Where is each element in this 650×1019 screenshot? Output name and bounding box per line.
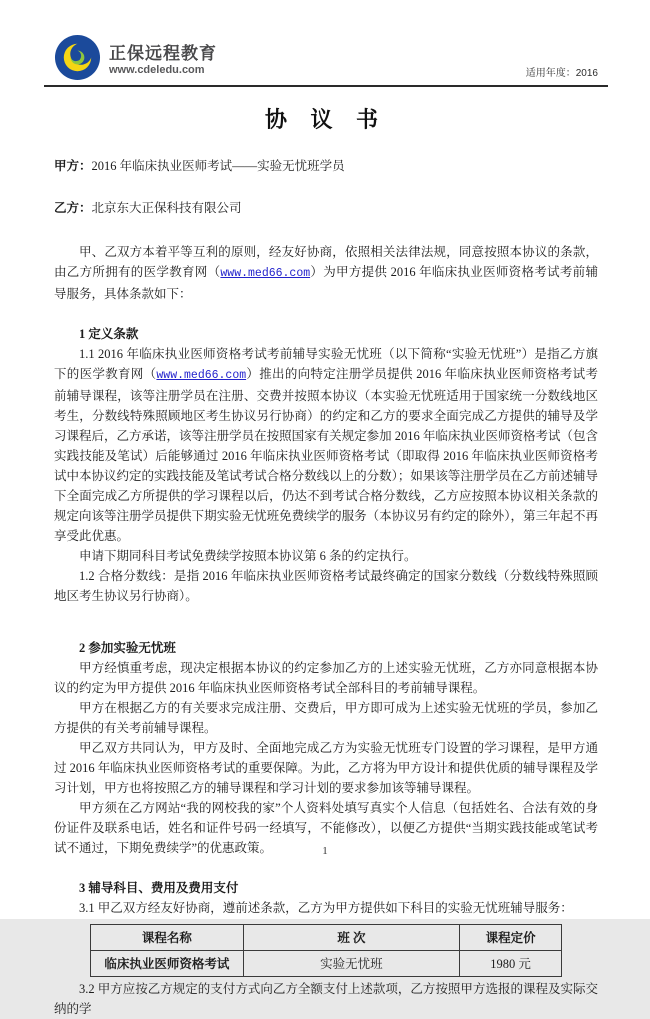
document-header (54, 34, 598, 81)
clause-3-2: 3.2 甲方应按乙方规定的支付方式向乙方全额支付上述款项，乙方按照甲方选报的课程及实际交纳的学 (54, 982, 598, 1016)
fee-table-header-course: 课程名称 (91, 925, 244, 951)
document-body (54, 156, 598, 1019)
page-title: 协 议 书 (264, 107, 387, 132)
section-3-heading: 3 辅导科目、费用及费用支付 (79, 881, 239, 895)
fee-table (90, 924, 562, 977)
brand-name: 正保远程教育 (109, 44, 217, 63)
clause-1-1-post: ）推出的向特定注册学员提供 2016 年临床执业医师资格考试考前辅导课程，该等注册学员在注册、交费并按照本协议（本实验无忧班适用于国家统一分数线地区考生，分数线特殊照顾地区考生协议另行协商）的约定和乙方的要求全面完成乙方提供的辅导及学习课程后，乙方承诺，该等注册学员在按照国家有关规定参加 2016 年临床执业医师资格考试（包含实践技能及笔试）后能够通过 2016 年临床执业医师资格考试（即取得 2016 年临床执业医师资格考试中本协议约定的实践技能及笔试考试合格分数线以上的分数）；如果该等注册学员在乙方前述辅导下全面完成乙方所提供的学习课程以后，仍达不到考试合格分数线，乙方应按照本协议相关条款的规定向该等注册学员提供下期实验无忧班免费续学的服务（本协议另有约定的除外），第三年起不再享受此优惠。 (54, 367, 598, 543)
party-b-value: 北京东大正保科技有限公司 (91, 201, 242, 215)
section-2-heading: 2 参加实验无忧班 (79, 641, 176, 655)
intro-paragraph (54, 242, 598, 304)
fee-table-cell-class: 实验无忧班 (243, 951, 460, 977)
section-1-heading: 1 定义条款 (79, 327, 139, 341)
party-b-label: 乙方： (54, 201, 92, 215)
clause-1-1-pre: 1.1 2016 年临床执业医师资格考试考前辅导实验无忧班（以下简称“实验无忧班”）是指乙方旗下的医学教育网（ (54, 347, 598, 381)
cdeledu-logo-icon (54, 34, 101, 81)
header-divider (44, 85, 608, 87)
med66-link-2[interactable]: www.med66.com (156, 369, 247, 382)
med66-link[interactable]: www.med66.com (220, 267, 311, 280)
fee-table-header-class: 班 次 (243, 925, 460, 951)
clause-2-p2: 甲方在根据乙方的有关要求完成注册、交费后，甲方即可成为上述实验无忧班的学员，参加乙方提供的有关考前辅导课程。 (54, 701, 598, 735)
clause-1-1 (54, 344, 598, 546)
clause-3-1: 3.1 甲乙双方经友好协商，遵前述条款，乙方为甲方提供如下科目的实验无忧班辅导服务： (79, 901, 573, 915)
fee-table-data-row (91, 951, 562, 977)
intro-text-post: ）为甲方提供 2016 年临床执业医师资格考试考前辅导服务，具体条款如下： (54, 265, 598, 301)
clause-2-p4: 甲方须在乙方网站“我的网校我的家”个人资料处填写真实个人信息（包括姓名、合法有效的身份证件及联系电话，姓名和证件号码一经填写，不能修改），以便乙方提供“当期实践技能或笔试考试不通过，下期免费续学”的优惠政策。 (54, 801, 598, 855)
fee-table-cell-course: 临床执业医师资格考试 (91, 951, 244, 977)
party-b-line (54, 198, 598, 218)
party-a-line (54, 156, 598, 176)
brand-url: www.cdeledu.com (109, 64, 205, 76)
page-number: 1 (322, 845, 328, 857)
brand-text (109, 39, 217, 76)
party-a-label: 甲方： (54, 159, 92, 173)
intro-text-pre: 甲、乙双方本着平等互利的原则，经友好协商，依照相关法律法规，同意按照本协议的条款，由乙方所拥有的医学教育网（ (54, 245, 598, 279)
fee-table-header-price: 课程定价 (460, 925, 562, 951)
applicable-year-note: 适用年度：2016 (525, 68, 598, 79)
party-a-value: 2016 年临床执业医师考试——实验无忧班学员 (91, 159, 345, 173)
clause-2-p1: 甲方经慎重考虑，现决定根据本协议的约定参加乙方的上述实验无忧班，乙方亦同意根据本协议的约定为甲方提供 2016 年临床执业医师资格考试全部科目的考前辅导课程。 (54, 661, 598, 695)
clause-1-2: 1.2 合格分数线：是指 2016 年临床执业医师资格考试最终确定的国家分数线（分数线特殊照顾地区考生协议另行协商）。 (54, 569, 598, 603)
clause-2-p3: 甲乙双方共同认为，甲方及时、全面地完成乙方为实验无忧班专门设置的学习课程，是甲方通过 2016 年临床执业医师资格考试的重要保障。为此，乙方将为甲方设计和提供优质的辅导课程及学习计划，甲方也将按照乙方的辅导课程和学习计划的要求参加该等辅导课程。 (54, 741, 598, 795)
fee-table-cell-price: 1980 元 (460, 951, 562, 977)
brand-block (54, 34, 217, 81)
fee-table-header-row (91, 925, 562, 951)
clause-renewal: 申请下期同科目考试免费续学按照本协议第 6 条的约定执行。 (79, 549, 417, 563)
